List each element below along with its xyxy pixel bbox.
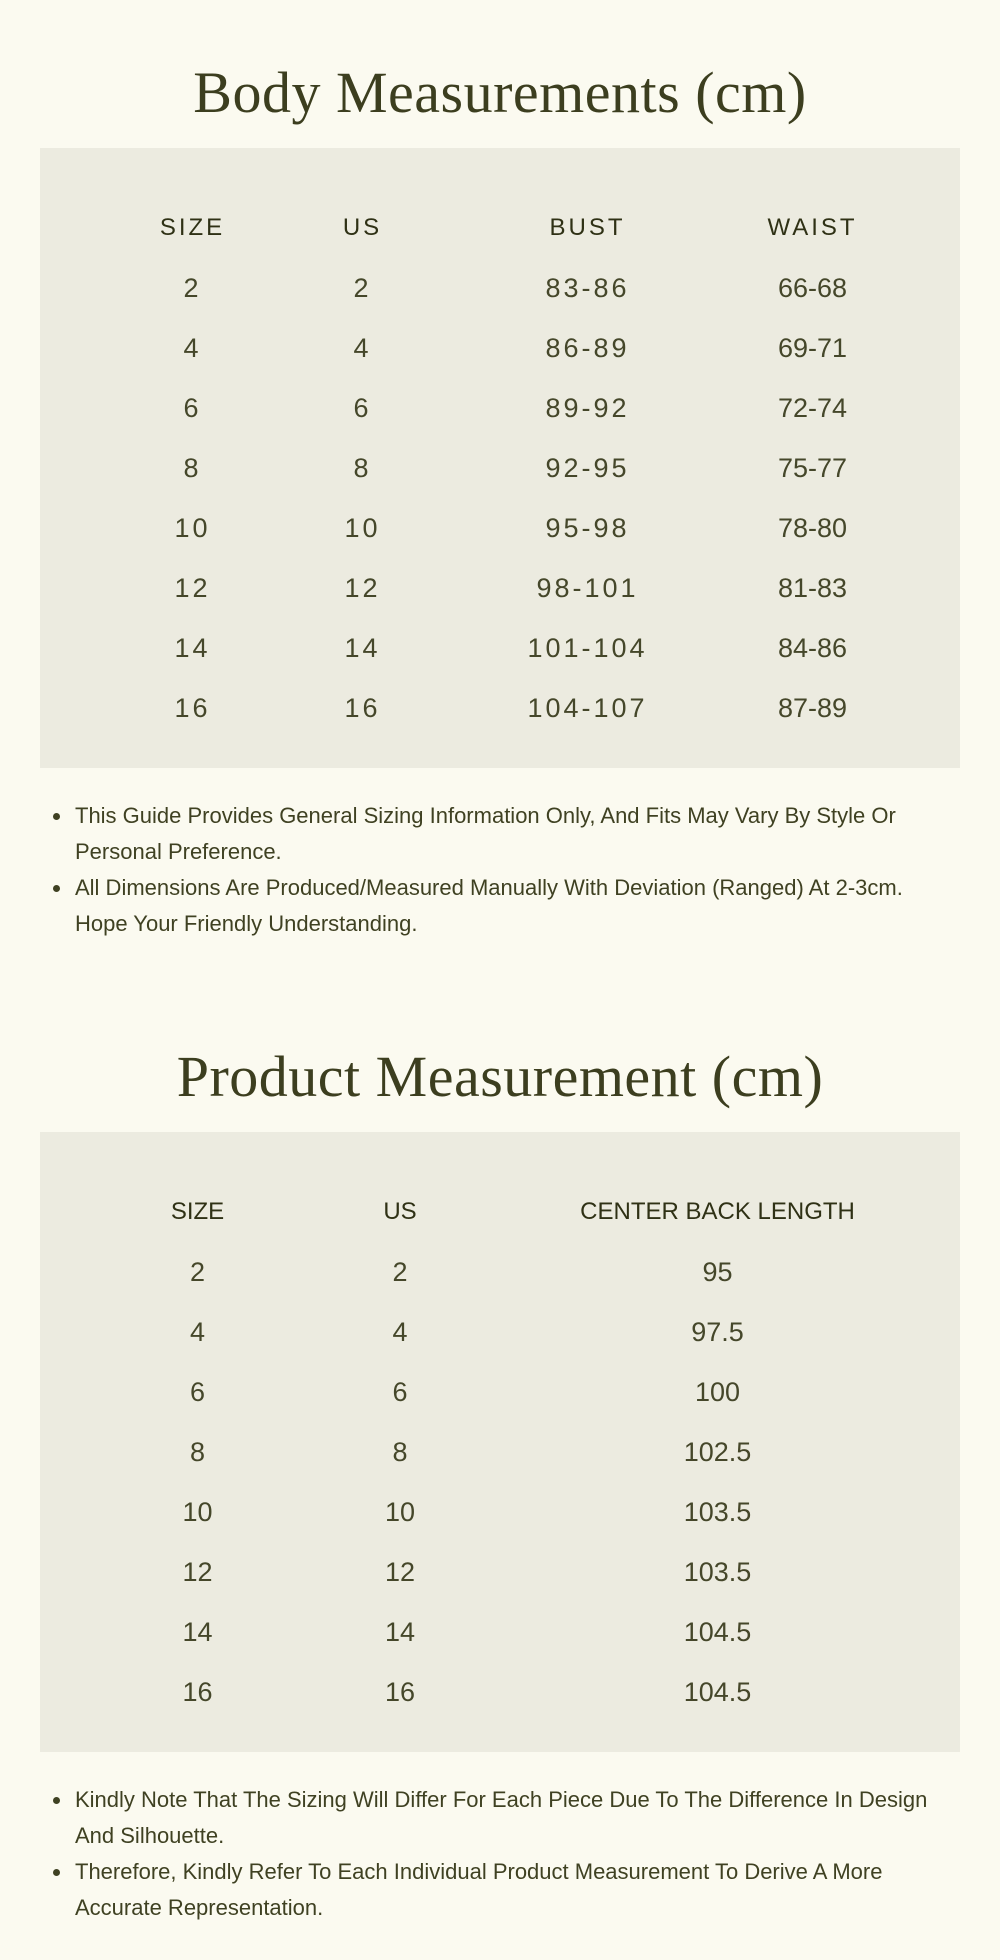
body-measurements-title: Body Measurements (cm) <box>193 60 807 125</box>
product-measurement-table <box>120 1182 910 1722</box>
us-cell: 4 <box>392 1316 408 1347</box>
us-cell: 6 <box>392 1376 408 1407</box>
size-cell: 6 <box>189 1376 206 1407</box>
size-cell: 14 <box>174 632 211 663</box>
bust-cell: 104-107 <box>527 692 648 723</box>
product-measurement-notes <box>0 1752 1000 1926</box>
size-cell: 12 <box>182 1556 213 1587</box>
table-row <box>130 438 920 498</box>
size-cell: 16 <box>174 692 211 723</box>
body-measurements-notes <box>0 768 1000 942</box>
waist-cell: 72-74 <box>777 392 848 423</box>
size-cell: 16 <box>182 1676 213 1707</box>
table-header-row <box>120 1182 910 1242</box>
us-cell: 4 <box>353 332 372 363</box>
note-item: Therefore, Kindly Refer To Each Individual Product Measurement To Derive A More Accurate Representation. <box>75 1854 940 1926</box>
us-cell: 10 <box>384 1496 416 1527</box>
note-item: This Guide Provides General Sizing Information Only, And Fits May Vary By Style Or Personal Preference. <box>75 798 940 870</box>
body-measurements-table <box>130 198 920 738</box>
table-row <box>130 318 920 378</box>
us-cell: 12 <box>344 572 381 603</box>
size-cell: 14 <box>182 1616 213 1647</box>
table-row <box>120 1242 910 1302</box>
center-back-length-cell: 103.5 <box>683 1556 752 1587</box>
bust-cell: 98-101 <box>536 572 639 603</box>
us-cell: 2 <box>392 1256 408 1287</box>
us-cell: 16 <box>384 1676 416 1707</box>
us-cell: 2 <box>353 272 372 303</box>
waist-cell: 84-86 <box>777 632 848 663</box>
us-cell: 14 <box>384 1616 416 1647</box>
size-cell: 8 <box>189 1436 206 1467</box>
bust-cell: 92-95 <box>545 452 630 483</box>
center-back-length-cell: 104.5 <box>683 1676 752 1707</box>
us-cell: 10 <box>344 512 381 543</box>
center-back-length-cell: 100 <box>694 1376 741 1407</box>
table-row <box>120 1602 910 1662</box>
us-cell: 8 <box>353 452 372 483</box>
waist-cell: 66-68 <box>777 272 848 303</box>
note-item: Kindly Note That The Sizing Will Differ For Each Piece Due To The Difference In Design And Silhouette. <box>75 1782 940 1854</box>
column-header-us: US <box>383 1198 417 1225</box>
bust-cell: 95-98 <box>545 512 630 543</box>
table-row <box>120 1482 910 1542</box>
size-cell: 4 <box>183 332 202 363</box>
waist-cell: 81-83 <box>777 572 848 603</box>
waist-cell: 69-71 <box>777 332 848 363</box>
column-header-size: SIZE <box>159 214 226 241</box>
column-header-waist: WAIST <box>767 214 858 241</box>
size-cell: 10 <box>182 1496 213 1527</box>
table-row <box>120 1662 910 1722</box>
us-cell: 6 <box>353 392 372 423</box>
center-back-length-cell: 104.5 <box>683 1616 752 1647</box>
center-back-length-cell: 103.5 <box>683 1496 752 1527</box>
waist-cell: 78-80 <box>777 512 848 543</box>
size-cell: 6 <box>183 392 202 423</box>
us-cell: 14 <box>344 632 381 663</box>
waist-cell: 75-77 <box>777 452 848 483</box>
bust-cell: 101-104 <box>527 632 648 663</box>
table-header-row <box>130 198 920 258</box>
table-row <box>130 618 920 678</box>
bust-cell: 83-86 <box>545 272 630 303</box>
bust-cell: 86-89 <box>545 332 630 363</box>
table-row <box>130 498 920 558</box>
table-row <box>130 378 920 438</box>
product-measurement-title: Product Measurement (cm) <box>176 1044 824 1109</box>
us-cell: 8 <box>392 1436 408 1467</box>
waist-cell: 87-89 <box>777 692 848 723</box>
table-row <box>120 1542 910 1602</box>
body-measurements-panel <box>40 148 960 768</box>
size-cell: 10 <box>174 512 211 543</box>
center-back-length-cell: 102.5 <box>683 1436 752 1467</box>
table-row <box>120 1362 910 1422</box>
table-row <box>130 558 920 618</box>
size-cell: 2 <box>189 1256 206 1287</box>
table-row <box>130 258 920 318</box>
us-cell: 12 <box>384 1556 416 1587</box>
note-item: All Dimensions Are Produced/Measured Manually With Deviation (Ranged) At 2-3cm. Hope Your Friendly Understanding. <box>75 870 940 942</box>
column-header-us: US <box>342 214 383 241</box>
size-cell: 2 <box>183 272 202 303</box>
table-row <box>120 1422 910 1482</box>
center-back-length-cell: 95 <box>702 1256 733 1287</box>
column-header-center-back-length: CENTER BACK LENGTH <box>580 1198 855 1225</box>
column-header-bust: BUST <box>549 214 626 241</box>
size-cell: 12 <box>174 572 211 603</box>
product-measurement-panel <box>40 1132 960 1752</box>
table-row <box>120 1302 910 1362</box>
column-header-size: SIZE <box>170 1198 225 1225</box>
us-cell: 16 <box>344 692 381 723</box>
size-cell: 4 <box>189 1316 206 1347</box>
bust-cell: 89-92 <box>545 392 630 423</box>
table-row <box>130 678 920 738</box>
center-back-length-cell: 97.5 <box>691 1316 744 1347</box>
size-cell: 8 <box>183 452 202 483</box>
